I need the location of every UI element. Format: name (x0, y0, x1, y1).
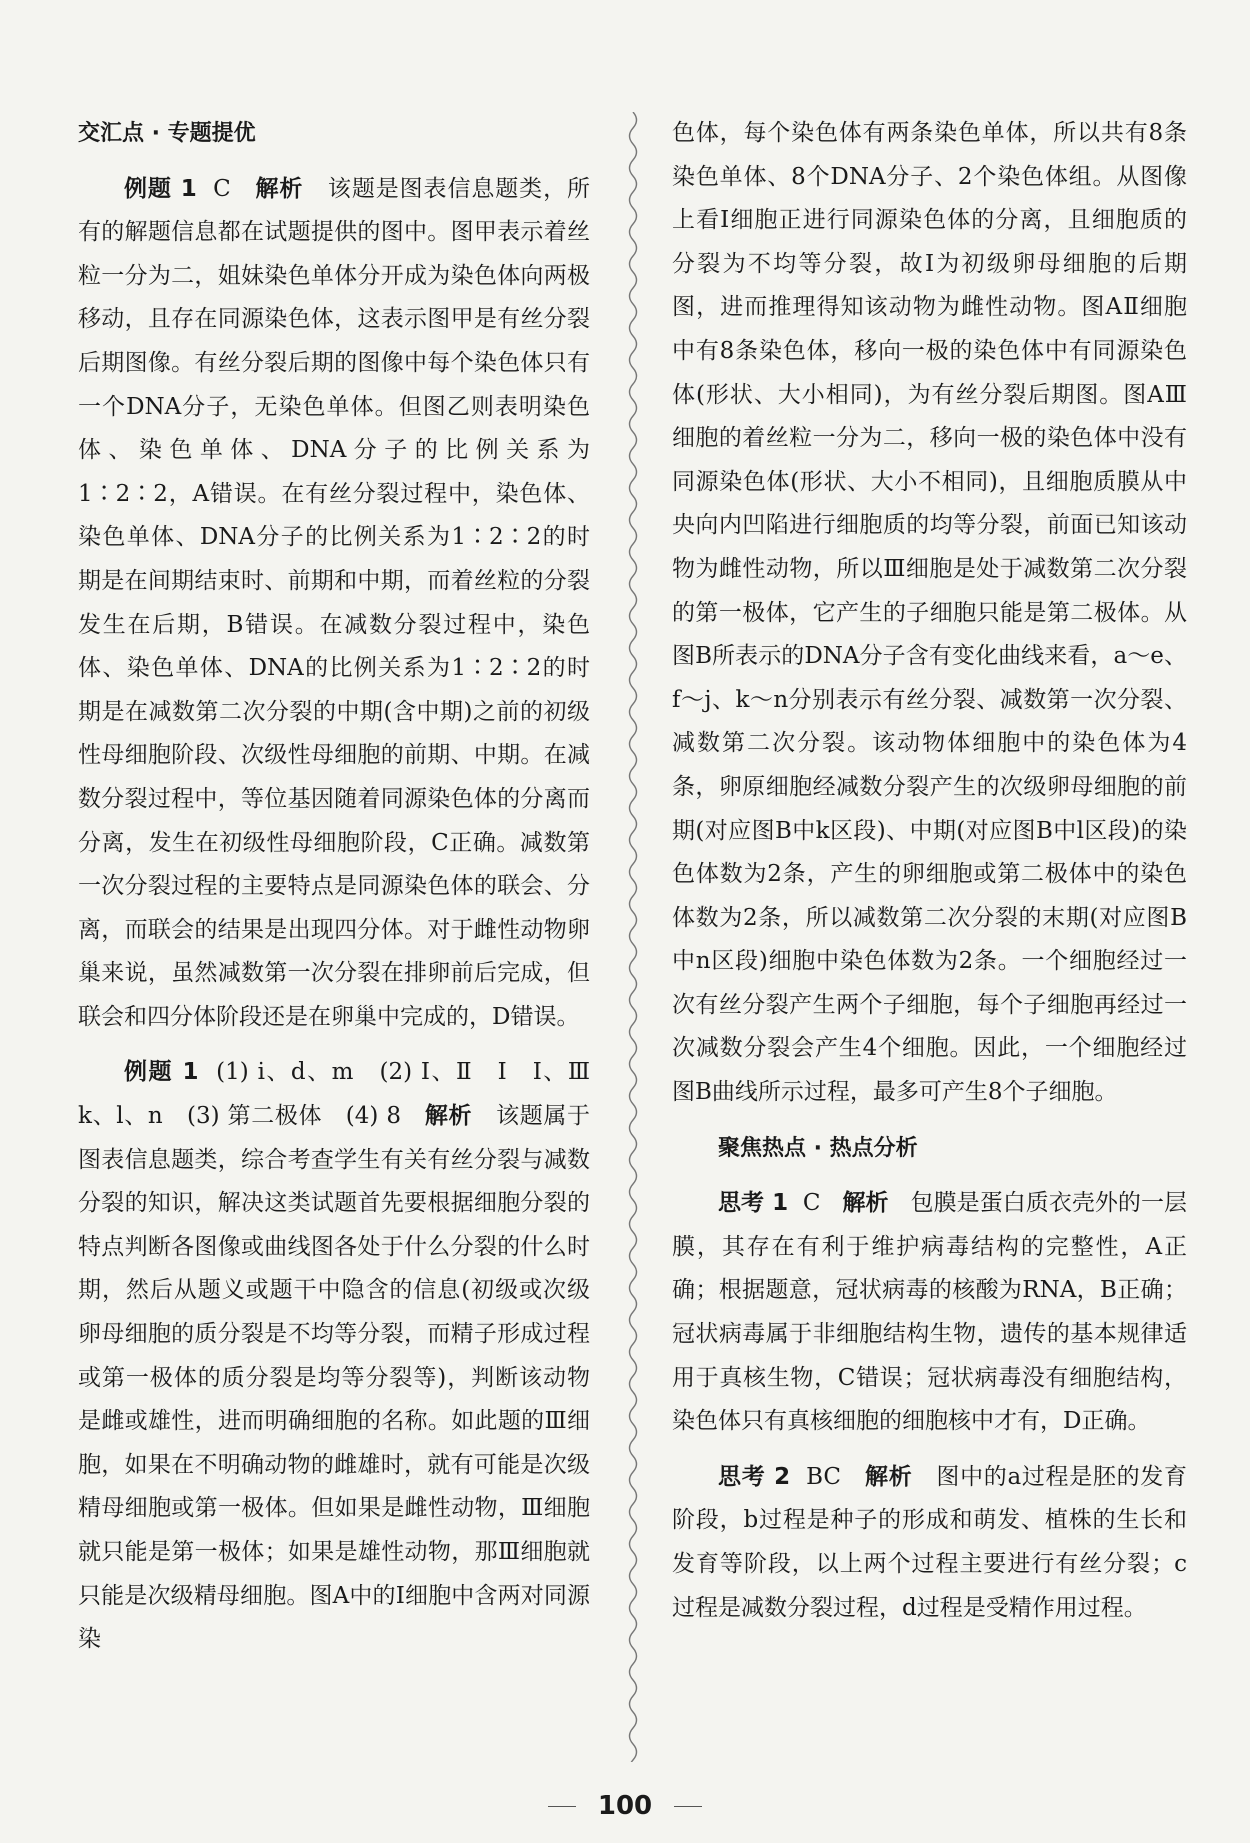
analysis-label: 解析 (255, 175, 304, 202)
think-label: 思考 1 (718, 1190, 789, 1217)
example-2-paragraph (78, 1051, 613, 1661)
page-number: 100 (597, 1791, 653, 1821)
page-footer (0, 1791, 1250, 1821)
right-column (672, 112, 1187, 1630)
continued-paragraph: 色体，每个染色体有两条染色单体，所以共有8条染色单体、8个DNA分子、2个染色体组。从图像上看Ⅰ细胞正进行同源染色体的分离，且细胞质的分裂为不均等分裂，故Ⅰ为初级卵母细胞的后期图，进而推理得知该动物为雌性动物。图AⅡ细胞中有8条染色体，移向一极的染色体中有同源染色体(形状、大小相同)，为有丝分裂后期图。图AⅢ细胞的着丝粒一分为二，移向一极的染色体中没有同源染色体(形状、大小不相同)，且细胞质膜从中央向内凹陷进行细胞质的均等分裂，前面已知该动物为雌性动物，所以Ⅲ细胞是处于减数第二次分裂的第一极体，它产生的子细胞只能是第二极体。从图B所表示的DNA分子含有变化曲线来看，a～e、f～j、k～n分别表示有丝分裂、减数第一次分裂、减数第二次分裂。该动物体细胞中的染色体为4条，卵原细胞经减数分裂产生的次级卵母细胞的前期(对应图B中k区段)、中期(对应图B中l区段)的染色体数为2条，产生的卵细胞或第二极体中的染色体数为2条，所以减数第二次分裂的末期(对应图B中n区段)细胞中染色体数为2条。一个细胞经过一次有丝分裂产生两个子细胞，每个子细胞再经过一次减数分裂会产生4个细胞。因此，一个细胞经过图B曲线所示过程，最多可产生8个子细胞。 (672, 120, 1187, 1106)
section-heading-intersection: 交汇点 · 专题提优 (78, 121, 256, 146)
analysis-text: 该题属于图表信息题类，综合考查学生有关有丝分裂与减数分裂的知识，解决这类试题首先要根据细胞分裂的特点判断各图像或曲线图各处于什么分裂的什么时期，然后从题义或题干中隐含的信息(初级或次级卵母细胞的质分裂是不均等分裂，而精子形成过程或第一极体的质分裂是均等分裂等)，判断该动物是雌或雄性，进而明确细胞的名称。如此题的Ⅲ细胞，如果在不明确动物的雌雄时，就有可能是次级精母细胞或第一极体。但如果是雌性动物，Ⅲ细胞就只能是第一极体；如果是雄性动物，那Ⅲ细胞就只能是次级精母细胞。图A中的Ⅰ细胞中含两对同源染 (78, 1103, 591, 1653)
footer-dash-right (674, 1806, 702, 1807)
analysis-text: 该题是图表信息题类，所有的解题信息都在试题提供的图中。图甲表示着丝粒一分为二，姐妹染色单体分开成为染色体向两极移动，且存在同源染色体，这表示图甲是有丝分裂后期图像。有丝分裂后期的图像中每个染色体只有一个DNA分子，无染色单体。但图乙则表明染色体、染色单体、DNA分子的比例关系为1∶2∶2，A错误。在有丝分裂过程中，染色体、染色单体、DNA分子的比例关系为1∶2∶2的时期是在间期结束时、前期和中期，而着丝粒的分裂发生在后期，B错误。在减数分裂过程中，染色体、染色单体、DNA的比例关系为1∶2∶2的时期是在减数第二次分裂的中期(含中期)之前的初级性母细胞阶段、次级性母细胞的前期、中期。在减数分裂过程中，等位基因随着同源染色体的分离而分离，发生在初级性母细胞阶段，C正确。减数第一次分裂过程的主要特点是同源染色体的联会、分离，而联会的结果是出现四分体。对于雌性动物卵巢来说，虽然减数第一次分裂在排卵前后完成，但联会和四分体阶段还是在卵巢中完成的，D错误。 (78, 175, 590, 1030)
analysis-text: 图中的a过程是胚的发育阶段，b过程是种子的形成和萌发、植株的生长和发育等阶段，以上两个过程主要进行有丝分裂；c过程是减数分裂过程，d过程是受精作用过程。 (672, 1463, 1188, 1621)
example-answer: C (213, 175, 231, 202)
section-heading-hotspot: 聚焦热点 · 热点分析 (718, 1135, 918, 1161)
footer-dash-left (548, 1806, 576, 1807)
column-divider (624, 112, 642, 1762)
think-1-paragraph (672, 1182, 1187, 1444)
think-answer: BC (806, 1463, 842, 1490)
analysis-label: 解析 (865, 1463, 913, 1490)
think-2-paragraph (672, 1456, 1187, 1630)
example-answer: (1) i、d、m (2) Ⅰ、Ⅱ Ⅰ Ⅰ、Ⅲ k、l、n (3) 第二极体 (4) 8 (78, 1059, 613, 1130)
example-label: 例题 1 (124, 175, 197, 202)
left-column (78, 112, 613, 1662)
analysis-label: 解析 (842, 1190, 889, 1217)
analysis-label: 解析 (424, 1103, 473, 1130)
analysis-text: 包膜是蛋白质衣壳外的一层膜，其存在有利于维护病毒结构的完整性，A正确；根据题意，冠状病毒的核酸为RNA，B正确；冠状病毒属于非细胞结构生物，遗传的基本规律适用于真核生物，C错误；冠状病毒没有细胞结构，染色体只有真核细胞的细胞核中才有，D正确。 (672, 1190, 1188, 1435)
think-label: 思考 2 (718, 1463, 791, 1490)
example-label: 例题 1 (124, 1059, 199, 1086)
think-answer: C (802, 1190, 821, 1217)
example-1-paragraph (78, 168, 590, 1040)
